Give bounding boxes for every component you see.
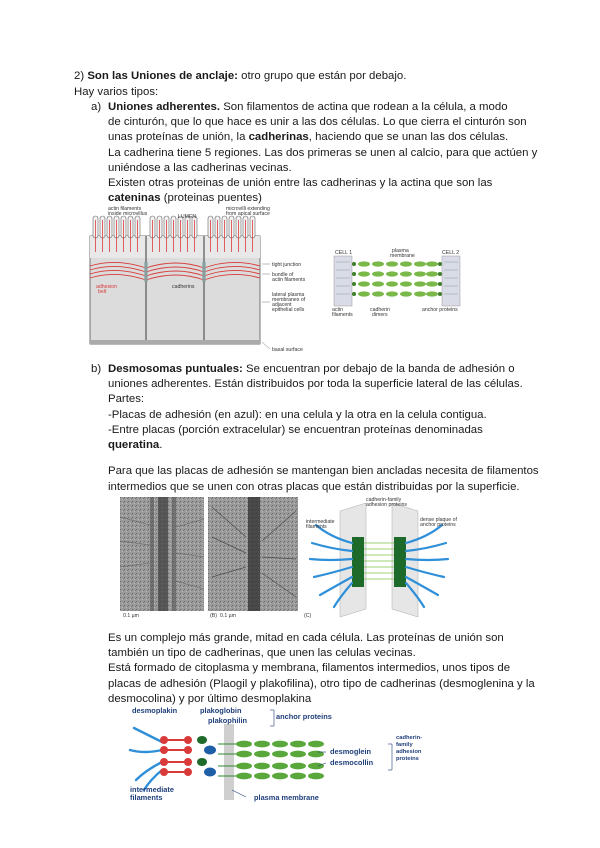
section-title: Son las Uniones de anclaje: xyxy=(87,70,238,82)
label-actin-bundle: bundle of xyxy=(272,272,294,278)
desmosome-figure xyxy=(120,497,457,619)
item-b-marker: b) xyxy=(91,363,102,375)
para3-line5: desmocolina) y por último desmoplakina xyxy=(108,693,312,705)
svg-text:filaments: filaments xyxy=(332,312,353,318)
label-desmocollin: desmocollin xyxy=(330,758,374,767)
svg-text:filaments: filaments xyxy=(130,793,163,802)
item-b-line6: queratina. xyxy=(108,439,163,451)
svg-text:anchor proteins: anchor proteins xyxy=(420,522,456,528)
item-b-para2-line1: Para que las placas de adhesión se mantengan bien ancladas necesita de filamentos xyxy=(108,465,539,477)
svg-text:actin filaments: actin filaments xyxy=(272,277,306,283)
adhesion-belt-figure xyxy=(86,206,326,354)
label-cell-1: CELL 1 xyxy=(335,250,353,256)
svg-text:membranes of: membranes of xyxy=(272,297,306,303)
label-microvilli: microvilli extending xyxy=(226,206,270,212)
label-plasma-membrane: plasma membrane xyxy=(254,793,319,802)
label-cadherin-family: cadherin-family xyxy=(366,497,402,503)
label-plakophilin: plakophilin xyxy=(208,716,248,725)
desmosome-proteins-figure xyxy=(126,704,446,804)
label-actin-filaments: actin filaments xyxy=(108,206,142,212)
item-a-line6: Existen otras proteinas de unión entre las cadherinas y la actina que son las xyxy=(108,177,493,189)
label-cell-2: CELL 2 xyxy=(442,250,460,256)
svg-text:belt: belt xyxy=(98,289,107,295)
label-scale-a: 0.1 µm xyxy=(123,613,139,619)
label-actin-filaments: actin xyxy=(332,307,343,313)
label-lumen: LUMEN xyxy=(178,214,197,220)
label-cadherin-dimers: cadherin xyxy=(370,307,390,313)
section-heading: 2) Son las Uniones de anclaje: otro grupo que están por debajo. xyxy=(74,70,407,82)
label-panel-b: (B) xyxy=(210,613,217,619)
item-b-line3: Partes: xyxy=(108,393,145,405)
svg-text:epithelial cells: epithelial cells xyxy=(272,307,305,313)
svg-text:adjacent: adjacent xyxy=(272,302,292,308)
label-cadherin-family: cadherin- xyxy=(396,735,423,741)
svg-text:membrane: membrane xyxy=(390,253,415,259)
label-intermediate-filaments: intermediate xyxy=(130,785,174,794)
para3-line2: también un tipo de cadherinas, que unen las celulas vecinas. xyxy=(108,647,416,659)
label-tight-junction: tight junction xyxy=(272,262,302,268)
item-b-title: Desmosomas puntuales: xyxy=(108,363,243,375)
label-basal-surface: basal surface xyxy=(272,347,303,353)
item-a-line1: Uniones adherentes. Son filamentos de actina que rodean a la célula, a modo xyxy=(108,101,508,113)
item-a-line2: de cinturón, que lo que hace es unir a las dos células. Lo que cierra el cinturón son xyxy=(108,116,527,128)
para3-line4: placas de adhesión (Plaogil y plakofilina), otro tipo de cadherinas (desmoglenina y la xyxy=(108,678,535,690)
para3-line3: Está formado de citoplasma y membrana, filamentos intermedios, unos tipos de xyxy=(108,662,511,674)
svg-text:proteins: proteins xyxy=(396,756,419,762)
svg-text:inside microvillus: inside microvillus xyxy=(108,211,148,217)
cadherin-dimers-figure xyxy=(326,250,470,316)
item-b-line5: -Entre placas (porción extracelular) se encuentran proteínas denominadas xyxy=(108,424,483,436)
svg-text:adhesion: adhesion xyxy=(396,749,422,755)
label-panel-c: (C) xyxy=(304,613,312,619)
label-cadherins: cadherins xyxy=(172,284,195,290)
item-a-title: Uniones adherentes. xyxy=(108,101,221,113)
svg-text:family: family xyxy=(396,742,413,748)
svg-text:filaments: filaments xyxy=(306,524,327,530)
item-a-line7: cateninas (proteinas puentes) xyxy=(108,192,262,204)
label-scale-b: 0.1 µm xyxy=(220,613,236,619)
item-b-line2: uniones adherentes. Están distribuidos por toda la superficie lateral de las células. xyxy=(108,378,523,390)
label-dense-plaque: dense plaque of xyxy=(420,517,457,523)
item-b-line1: Desmosomas puntuales: Se encuentran por debajo de la banda de adhesión o xyxy=(108,363,515,375)
label-anchor-proteins: anchor proteins xyxy=(422,307,458,313)
item-b-line4: -Placas de adhesión (en azul): en una celula y la otra en la celula contigua. xyxy=(108,409,487,421)
item-a-line5: uniéndose a las cadherinas vecinas. xyxy=(108,162,292,174)
label-plakoglobin: plakoglobin xyxy=(200,706,242,715)
label-plasma-membrane: plasma xyxy=(392,248,409,254)
label-lateral-membranes: lateral plasma xyxy=(272,292,305,298)
item-a-line3: unas proteínas de unión, la cadherinas, haciendo que se unan las dos células. xyxy=(108,131,509,143)
label-anchor-proteins: anchor proteins xyxy=(276,712,332,721)
item-a-line4: La cadherina tiene 5 regiones. Las dos primeras se unen al calcio, para que actúen y xyxy=(108,147,538,159)
svg-text:adhesion proteins: adhesion proteins xyxy=(366,502,407,508)
para3-line1: Es un complejo más grande, mitad en cada célula. Las proteínas de unión son xyxy=(108,632,504,644)
svg-text:from apical surface: from apical surface xyxy=(226,211,270,217)
label-desmoglein: desmoglein xyxy=(330,747,372,756)
label-adhesion-belt: adhesion xyxy=(96,284,118,290)
item-a-marker: a) xyxy=(91,101,102,113)
label-desmoplakin: desmoplakin xyxy=(132,706,178,715)
item-b-para2-line2: intermedios que se unen con otras placas que están distribuidas por la superficie. xyxy=(108,481,520,493)
types-intro: Hay varios tipos: xyxy=(74,86,159,98)
label-intermediate-filaments: intermediate xyxy=(306,519,335,525)
svg-text:dimers: dimers xyxy=(372,312,388,318)
